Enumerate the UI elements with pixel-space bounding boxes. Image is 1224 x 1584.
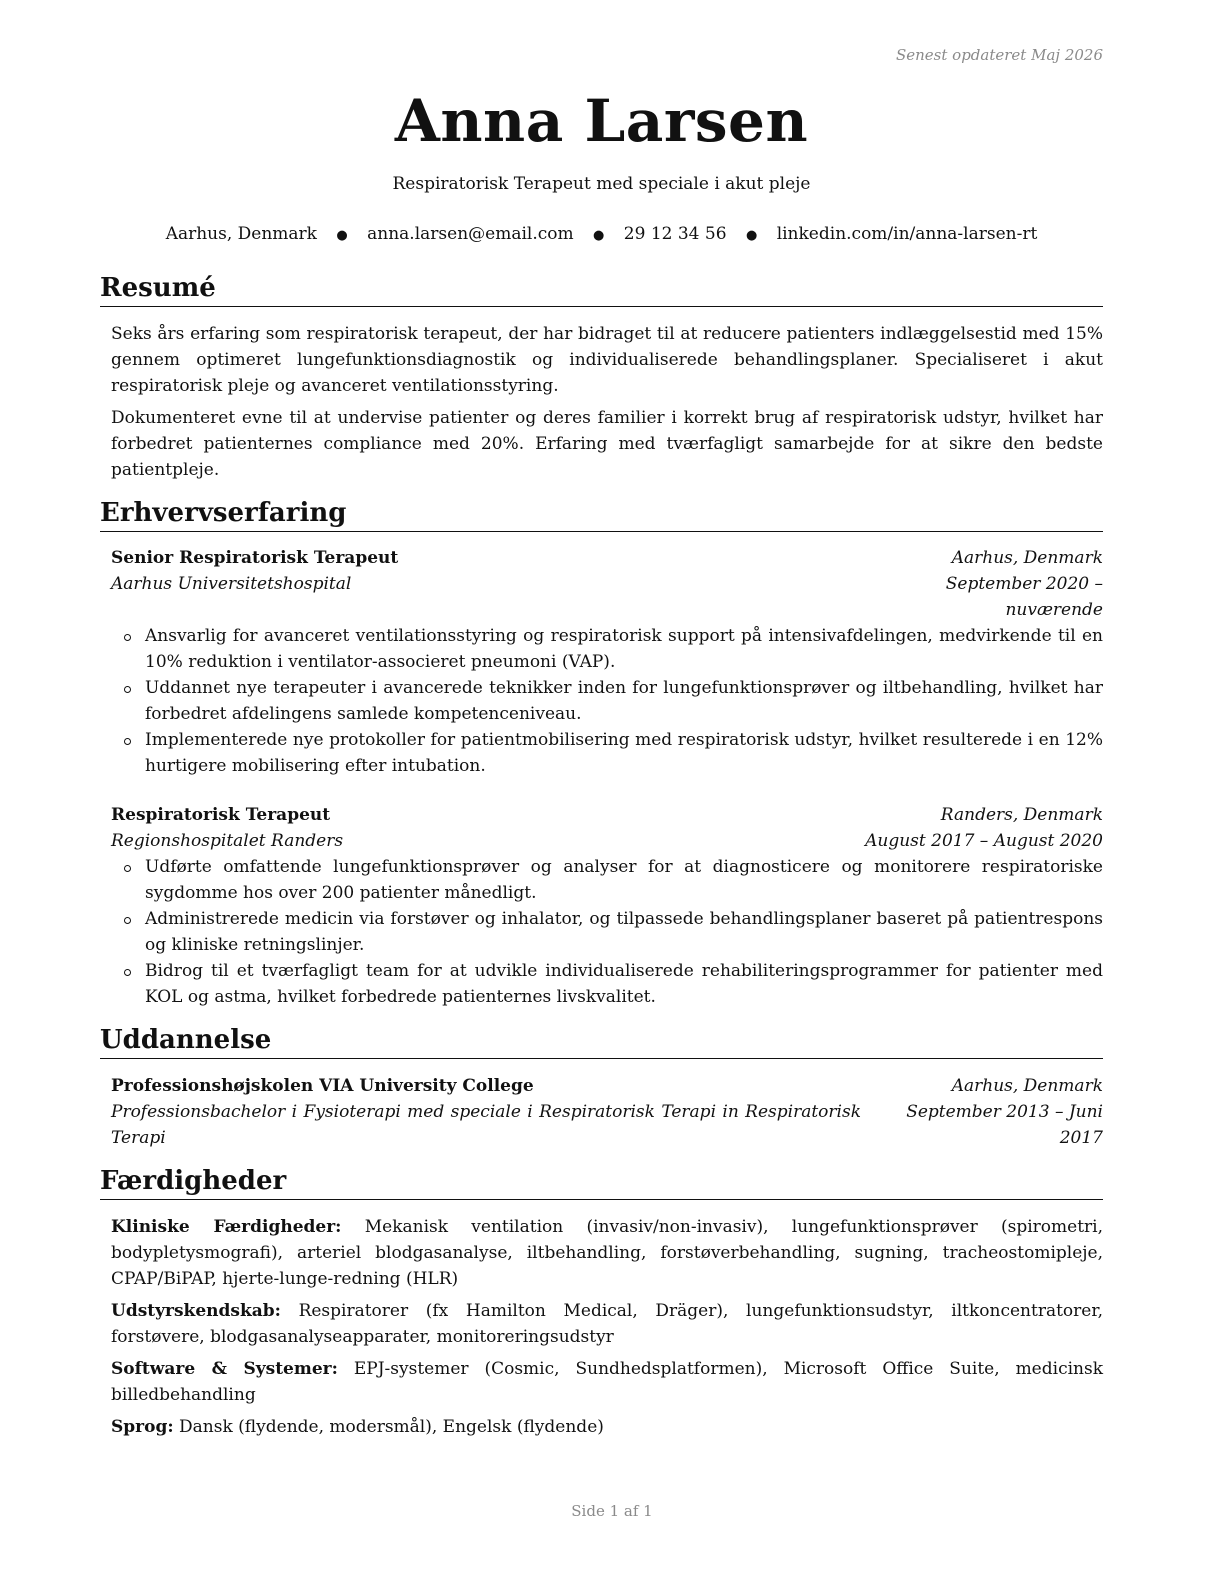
job-entry [111,802,1103,1010]
list-item: Udførte omfattende lungefunktionsprøver og analyser for at diagnosticere og monitorere respiratoriske sygdomme hos over 200 patienter månedligt. [145,854,1103,906]
skill-text: Mekanisk ventilation (invasiv/non-invasiv), lungefunktionsprøver (spirometri, bodypletysmografi), arteriel blodgasanalyse, iltbehandling, forstøverbehandling, sugning, tracheostomipleje, CPAP/BiPAP, hjerte-lunge-redning (HLR) [111,1217,1104,1289]
school-location: Aarhus, Denmark [951,1076,1103,1096]
job-location: Aarhus, Denmark [951,548,1103,568]
list-item: Ansvarlig for avanceret ventilationsstyring og respiratorisk support på intensivafdelingen, medvirkende til en 10% reduktion i ventilator-associeret pneumoni (VAP). [145,623,1103,675]
summary-paragraph: Dokumenteret evne til at undervise patienter og deres familier i korrekt brug af respiratorisk udstyr, hvilket har forbedret patienternes compliance med 20%. Erfaring med tværfagligt samarbejde for at sikre den bedste patientpleje. [111,408,1103,480]
bullet-separator: ● [745,228,758,243]
degree-name: Professionsbachelor i Fysioterapi med speciale i Respiratorisk Terapi in Respiratorisk Terapi [111,1102,861,1148]
contact-linkedin[interactable]: linkedin.com/in/anna-larsen-rt [776,224,1038,244]
skill-row [111,1414,1103,1440]
skill-label: Udstyrskendskab: [111,1301,281,1321]
section-title-skills: Færdigheder [100,1165,1103,1200]
list-item: Uddannet nye terapeuter i avancerede teknikker inden for lungefunktionsprøver og iltbehandling, hvilket har forbedret afdelingens samlede kompetenceniveau. [145,675,1103,727]
bullet-separator: ● [336,228,348,243]
list-item: Administrerede medicin via forstøver og inhalator, og tilpassede behandlingsplaner baseret på patientrespons og kliniske retningslinjer. [145,906,1103,958]
skill-text: EPJ-systemer (Cosmic, Sundhedsplatformen), Microsoft Office Suite, medicinsk billedbehandling [111,1359,1103,1405]
page-number: Side 1 af 1 [571,1502,653,1520]
section-title-experience: Erhvervserfaring [100,497,1103,532]
skill-label: Software & Systemer: [111,1359,338,1379]
school-name: Professionshøjskolen VIA University College [111,1076,534,1096]
tagline: Respiratorisk Terapeut med speciale i akut pleje [392,174,811,194]
skill-text: Respiratorer (fx Hamilton Medical, Dräger), lungefunktionsudstyr, iltkoncentratorer, forstøvere, blodgasanalyseapparater, monitoreringsudstyr [111,1301,1104,1347]
job-dates: August 2017 – August 2020 [865,831,1103,851]
skill-row [111,1356,1103,1408]
skill-label: Kliniske Færdigheder: [111,1217,342,1237]
list-item: Bidrog til et tværfagligt team for at udvikle individualiserede rehabiliteringsprogrammer for patienter med KOL og astma, hvilket forbedrede patienternes livskvalitet. [145,958,1103,1010]
job-role: Senior Respiratorisk Terapeut [111,548,399,568]
contact-location: Aarhus, Denmark [165,224,317,244]
summary-paragraph: Seks års erfaring som respiratorisk terapeut, der har bidraget til at reducere patienters indlæggelsestid med 15% gennem optimeret lungefunktionsdiagnostik og individualiserede behandlingsplaner. Specialiseret i akut respiratorisk pleje og avanceret ventilationsstyring. [111,324,1103,396]
skill-row [111,1298,1103,1350]
job-bullets [111,623,1103,779]
contact-phone: 29 12 34 56 [623,224,727,244]
job-dates: September 2020 – nuværende [945,574,1103,620]
skill-label: Sprog: [111,1417,174,1437]
job-role: Respiratorisk Terapeut [111,805,331,825]
contact-email[interactable]: anna.larsen@email.com [367,224,574,244]
job-bullets [111,854,1103,1010]
education-section [100,1024,1103,1151]
experience-section [100,497,1103,1010]
bullet-separator: ● [593,228,605,243]
last-updated: Senest opdateret Maj 2026 [895,46,1103,64]
list-item: Implementerede nye protokoller for patientmobilisering med respiratorisk udstyr, hvilket resulterede i en 12% hurtigere mobilisering efter intubation. [145,727,1103,779]
job-location: Randers, Denmark [940,805,1103,825]
summary-section [100,272,1103,483]
candidate-name: Anna Larsen [394,87,809,155]
contact-line [100,224,1103,244]
skill-row [111,1214,1103,1292]
job-employer: Regionshospitalet Randers [111,831,344,851]
skill-text: Dansk (flydende, modersmål), Engelsk (flydende) [179,1417,604,1437]
education-dates: September 2013 – Juni 2017 [906,1102,1103,1148]
section-title-education: Uddannelse [100,1024,1103,1059]
skills-section [100,1165,1103,1440]
section-title-summary: Resumé [100,272,1103,307]
job-employer: Aarhus Universitetshospital [111,574,352,594]
job-entry [111,545,1103,779]
